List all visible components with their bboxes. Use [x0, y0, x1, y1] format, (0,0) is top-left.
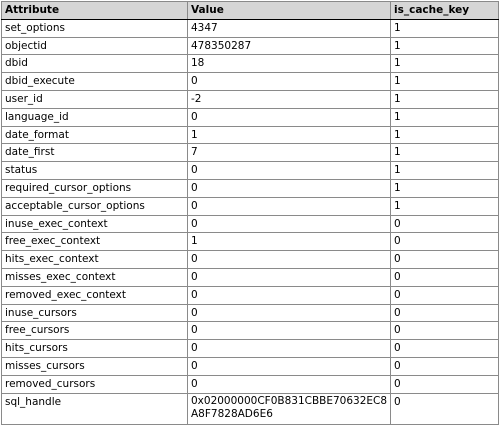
cell-value: 0: [188, 179, 391, 197]
attributes-table: [1, 1, 499, 425]
cell-attribute: inuse_exec_context: [2, 215, 188, 233]
cell-attribute: misses_exec_context: [2, 268, 188, 286]
table-row: [2, 286, 499, 304]
table-row: [2, 197, 499, 215]
table-row: [2, 393, 499, 424]
table-row: [2, 233, 499, 251]
table-row: [2, 37, 499, 55]
cell-is-cache-key: 1: [391, 19, 499, 37]
table-row: [2, 357, 499, 375]
cell-is-cache-key: 0: [391, 322, 499, 340]
cell-value: 0x02000000CF0B831CBBE70632EC8A8F7828AD6E6: [188, 393, 391, 424]
table-row: [2, 19, 499, 37]
cell-attribute: user_id: [2, 90, 188, 108]
table-row: [2, 268, 499, 286]
cell-value: 0: [188, 73, 391, 91]
cell-value: 478350287: [188, 37, 391, 55]
column-header-is-cache-key: is_cache_key: [391, 2, 499, 20]
table-row: [2, 322, 499, 340]
cell-value: 0: [188, 357, 391, 375]
cell-is-cache-key: 0: [391, 340, 499, 358]
cell-is-cache-key: 0: [391, 304, 499, 322]
cell-value: 18: [188, 55, 391, 73]
cell-is-cache-key: 0: [391, 393, 499, 424]
table-row: [2, 144, 499, 162]
cell-is-cache-key: 1: [391, 126, 499, 144]
table-row: [2, 304, 499, 322]
cell-attribute: date_first: [2, 144, 188, 162]
table-row: [2, 108, 499, 126]
table-row: [2, 126, 499, 144]
cell-value: 7: [188, 144, 391, 162]
cell-is-cache-key: 1: [391, 162, 499, 180]
table-row: [2, 73, 499, 91]
column-header-value: Value: [188, 2, 391, 20]
cell-value: 0: [188, 162, 391, 180]
cell-attribute: inuse_cursors: [2, 304, 188, 322]
cell-is-cache-key: 1: [391, 144, 499, 162]
table-row: [2, 90, 499, 108]
cell-value: 0: [188, 322, 391, 340]
cell-attribute: set_options: [2, 19, 188, 37]
cell-is-cache-key: 1: [391, 55, 499, 73]
cell-value: 4347: [188, 19, 391, 37]
cell-attribute: removed_cursors: [2, 375, 188, 393]
table-row: [2, 179, 499, 197]
table-row: [2, 340, 499, 358]
cell-value: 0: [188, 251, 391, 269]
cell-is-cache-key: 1: [391, 90, 499, 108]
cell-attribute: dbid_execute: [2, 73, 188, 91]
cell-is-cache-key: 1: [391, 73, 499, 91]
table-row: [2, 375, 499, 393]
cell-value: 0: [188, 215, 391, 233]
cell-is-cache-key: 1: [391, 37, 499, 55]
cell-attribute: free_cursors: [2, 322, 188, 340]
cell-is-cache-key: 0: [391, 357, 499, 375]
cell-attribute: language_id: [2, 108, 188, 126]
header-row: [2, 2, 499, 20]
cell-is-cache-key: 0: [391, 286, 499, 304]
cell-value: 0: [188, 108, 391, 126]
cell-value: 1: [188, 233, 391, 251]
cell-is-cache-key: 1: [391, 179, 499, 197]
table-row: [2, 215, 499, 233]
column-header-attribute: Attribute: [2, 2, 188, 20]
table-row: [2, 251, 499, 269]
cell-attribute: misses_cursors: [2, 357, 188, 375]
cell-attribute: required_cursor_options: [2, 179, 188, 197]
cell-attribute: hits_exec_context: [2, 251, 188, 269]
cell-attribute: date_format: [2, 126, 188, 144]
cell-attribute: removed_exec_context: [2, 286, 188, 304]
cell-is-cache-key: 0: [391, 233, 499, 251]
cell-attribute: sql_handle: [2, 393, 188, 424]
cell-value: 1: [188, 126, 391, 144]
table-body: [2, 19, 499, 424]
cell-value: 0: [188, 197, 391, 215]
cell-value: 0: [188, 304, 391, 322]
cell-attribute: status: [2, 162, 188, 180]
cell-attribute: free_exec_context: [2, 233, 188, 251]
cell-attribute: hits_cursors: [2, 340, 188, 358]
table-header: [2, 2, 499, 20]
cell-is-cache-key: 0: [391, 215, 499, 233]
cell-is-cache-key: 0: [391, 375, 499, 393]
cell-attribute: acceptable_cursor_options: [2, 197, 188, 215]
cell-value: 0: [188, 340, 391, 358]
cell-value: -2: [188, 90, 391, 108]
cell-attribute: objectid: [2, 37, 188, 55]
cell-value: 0: [188, 375, 391, 393]
cell-is-cache-key: 1: [391, 197, 499, 215]
cell-is-cache-key: 1: [391, 108, 499, 126]
cell-is-cache-key: 0: [391, 251, 499, 269]
cell-is-cache-key: 0: [391, 268, 499, 286]
table-row: [2, 162, 499, 180]
cell-value: 0: [188, 286, 391, 304]
cell-value: 0: [188, 268, 391, 286]
cell-attribute: dbid: [2, 55, 188, 73]
table-row: [2, 55, 499, 73]
